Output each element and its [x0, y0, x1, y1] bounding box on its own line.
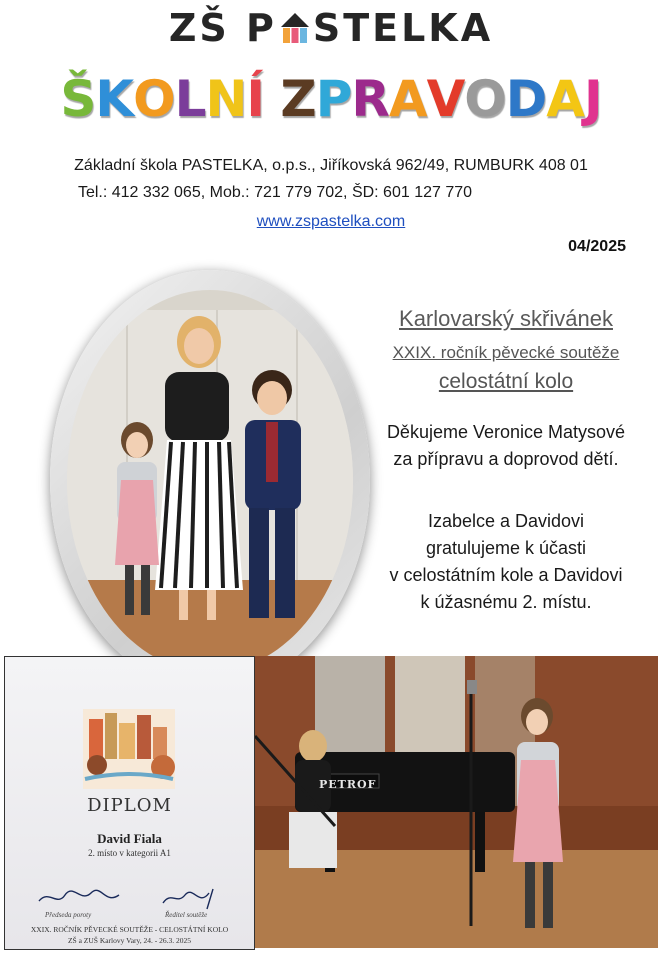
diploma-title: DIPLOM	[87, 795, 172, 816]
congrats-paragraph	[372, 508, 640, 616]
title-letter: A	[546, 70, 584, 128]
title-letter: Í	[246, 70, 264, 128]
title-letter: N	[205, 70, 247, 128]
congrats-line: k úžasnému 2. místu.	[420, 592, 592, 612]
diploma-footer-1: XXIX. ROČNÍK PĚVECKÉ SOUTĚŽE - CELOSTÁTNÍ KOLO	[30, 925, 229, 934]
title-letter: P	[315, 70, 352, 128]
issue-number: 04/2025	[568, 238, 626, 255]
diploma-sig-left: Předseda poroty	[45, 911, 92, 919]
title-letter: V	[426, 70, 465, 128]
group-photo-illustration	[67, 290, 353, 672]
house-logo-icon	[279, 11, 311, 45]
title-letter: Š	[60, 70, 96, 128]
event-round: celostátní kolo	[438, 370, 574, 393]
title-letter: J	[584, 70, 602, 128]
school-logo	[0, 6, 662, 50]
title-letter: O	[133, 70, 175, 128]
diploma-footer-2: ZŠ a ZUŠ Karlovy Vary, 24. - 26.3. 2025	[67, 936, 192, 945]
diploma-photo	[4, 656, 255, 950]
title-letter: O	[464, 70, 506, 128]
title-letter	[264, 70, 280, 128]
logo-text-right: STELKA	[312, 6, 494, 50]
school-address: Základní škola PASTELKA, o.p.s., Jiříkovská 962/49, RUMBURK 408 01	[74, 157, 588, 174]
diploma-place: 2. místo v kategorii A1	[88, 848, 171, 858]
congrats-line: gratulujeme k účasti	[425, 538, 587, 558]
logo-text-left: ZŠ P	[168, 6, 277, 50]
newsletter-title	[0, 70, 662, 128]
diploma-sig-right: Ředitel soutěže	[165, 911, 208, 919]
event-subtitle: XXIX. ročník pěvecké soutěže	[392, 343, 620, 362]
signatures-drawing	[35, 883, 235, 913]
congrats-line: Izabelce a Davidovi	[427, 511, 585, 531]
piano-brand-label: PETROF	[319, 778, 377, 791]
thanks-line: Děkujeme Veronice Matysové	[386, 422, 626, 442]
thanks-line: za přípravu a doprovod dětí.	[393, 449, 619, 469]
thanks-paragraph	[372, 419, 640, 473]
stage-photo	[255, 656, 658, 948]
diploma-name: David Fiala	[97, 831, 162, 846]
title-letter: A	[388, 70, 427, 128]
event-name: Karlovarský skřivánek	[399, 306, 613, 331]
title-letter: R	[351, 70, 389, 128]
stage-illustration	[255, 656, 658, 948]
school-phones: Tel.: 412 332 065, Mob.: 721 779 702, ŠD: 601 127 770	[77, 184, 473, 201]
group-photo	[67, 290, 353, 672]
website-link[interactable]: www.zspastelka.com	[256, 213, 406, 230]
title-letter: D	[505, 70, 547, 128]
congrats-line: v celostátním kole a Davidovi	[389, 565, 623, 585]
title-letter: Z	[280, 70, 316, 128]
title-letter: K	[95, 70, 134, 128]
title-letter: L	[174, 70, 206, 128]
